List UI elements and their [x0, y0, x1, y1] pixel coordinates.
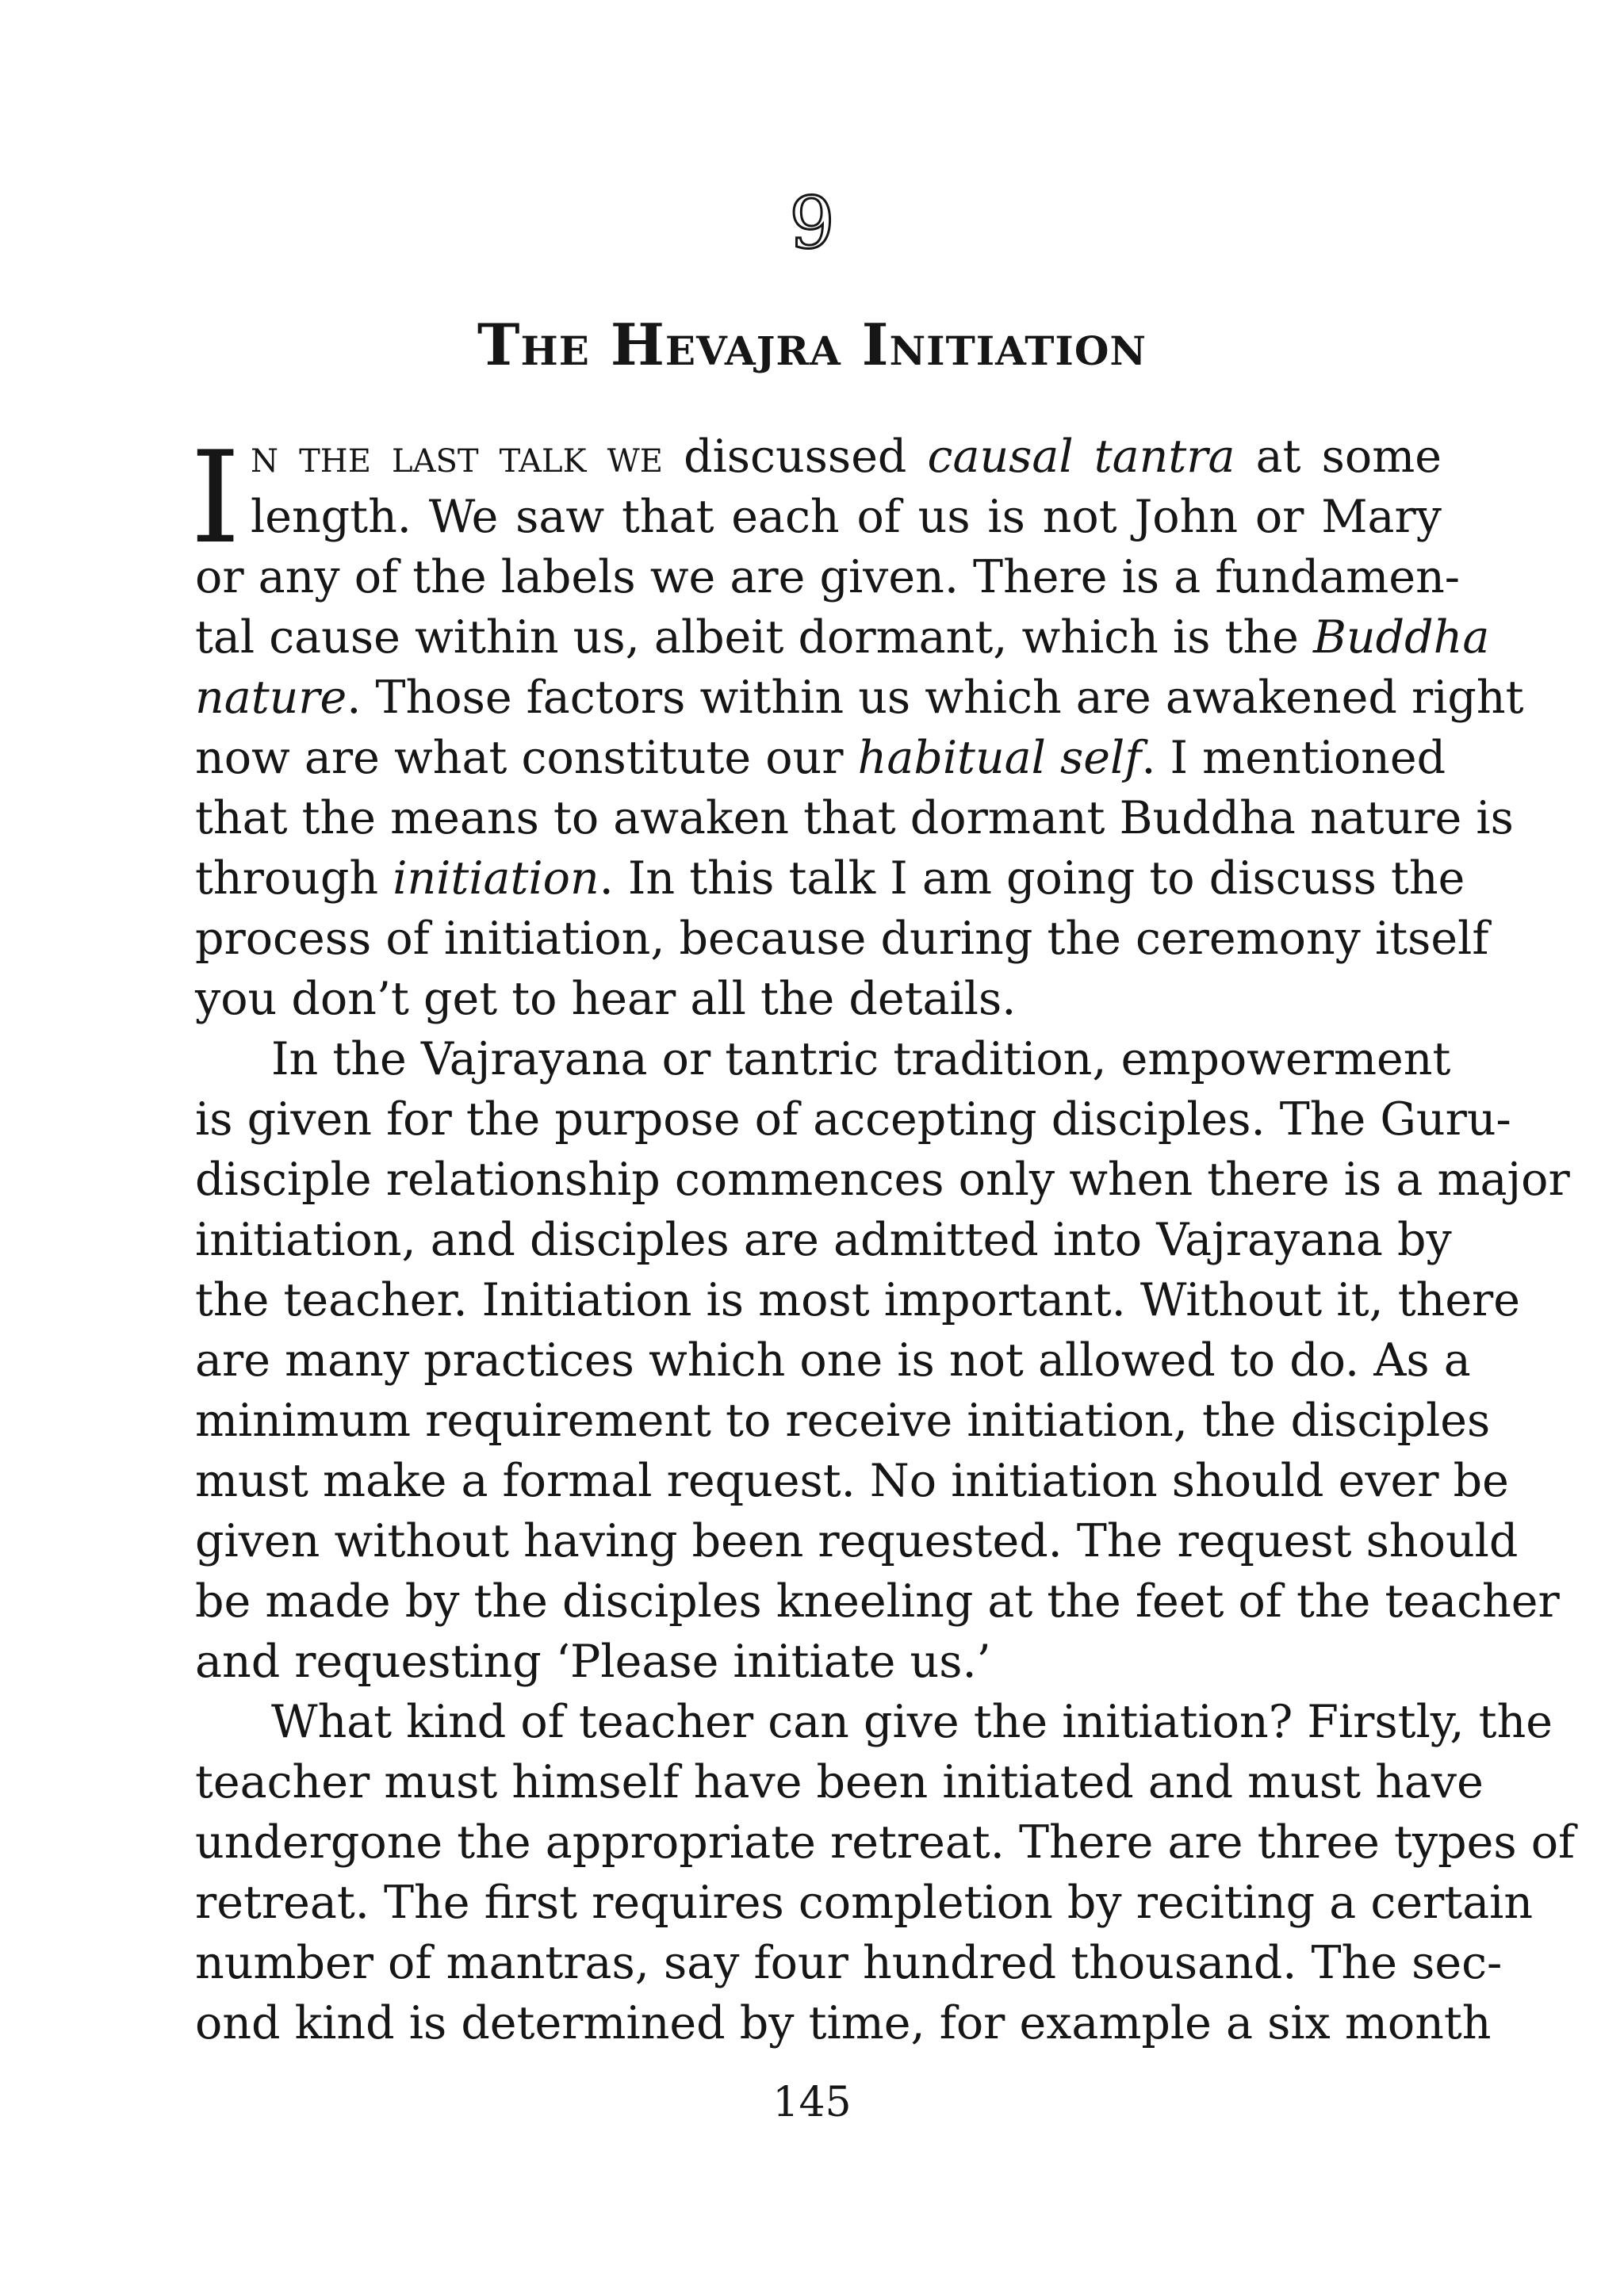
text-segment: you don’t get to hear all the details.	[195, 973, 1017, 1025]
text-segment: be made by the disciples kneeling at the feet of the teacher	[195, 1575, 1560, 1628]
text-line	[195, 547, 1461, 607]
text-line	[195, 1571, 1560, 1632]
text-line	[195, 1150, 1570, 1210]
paragraph	[195, 1029, 1570, 1692]
text-segment: is given for the purpose of accepting disciples. The Guru-	[195, 1093, 1511, 1146]
text-segment: undergone the appropriate retreat. There are three types of	[195, 1816, 1576, 1869]
text-segment: process of initiation, because during the ceremony itself	[195, 913, 1489, 965]
italic-text: initiation	[393, 852, 599, 905]
text-segment: What kind of teacher can give the initiation? Firstly, the	[271, 1696, 1553, 1748]
text-segment: . Those factors within us which are awakened right	[347, 672, 1524, 724]
text-segment: must make a formal request. No initiation should ever be	[195, 1455, 1509, 1507]
italic-text: nature	[195, 672, 347, 724]
text-line	[195, 668, 1524, 728]
text-segment: are many practices which one is not allowed to do. As a	[195, 1334, 1471, 1387]
text-line	[195, 1511, 1519, 1571]
italic-text: Buddha	[1313, 611, 1490, 664]
small-caps-text: n the last talk we	[251, 430, 663, 483]
text-segment: retreat. The first requires completion by reciting a certain	[195, 1877, 1534, 1929]
text-line	[195, 1933, 1503, 1993]
text-segment: length. We saw that each of us is not John or Mary	[251, 491, 1442, 543]
text-line	[195, 1089, 1511, 1150]
drop-cap: I	[190, 423, 241, 572]
paragraph	[190, 423, 1524, 1029]
italic-text: causal tantra	[927, 430, 1235, 483]
text-segment: teacher must himself have been initiated and must have	[195, 1756, 1484, 1808]
text-line	[195, 487, 1442, 547]
text-line	[195, 1391, 1491, 1451]
text-segment: number of mantras, say four hundred thousand. The sec-	[195, 1937, 1503, 1989]
text-line	[195, 1029, 1451, 1089]
text-line	[195, 1812, 1576, 1873]
paragraph	[195, 1692, 1576, 2053]
text-line	[195, 1873, 1534, 1933]
text-segment: now are what constitute our	[195, 732, 858, 784]
text-line	[195, 1993, 1492, 2053]
text-line	[195, 848, 1465, 909]
text-line	[195, 1692, 1553, 1752]
text-segment: the teacher. Initiation is most important. Without it, there	[195, 1274, 1521, 1326]
page-number: 145	[772, 2079, 852, 2126]
text-line	[195, 1632, 1442, 1692]
text-line	[195, 1330, 1471, 1391]
text-segment: . I mentioned	[1141, 732, 1446, 784]
text-segment: tal cause within us, albeit dormant, which is the	[195, 611, 1314, 664]
text-line	[195, 728, 1446, 788]
text-line	[195, 1270, 1521, 1330]
text-segment: at some	[1235, 430, 1442, 483]
text-segment: initiation, and disciples are admitted into Vajrayana by	[195, 1214, 1452, 1266]
text-line	[195, 1451, 1509, 1511]
text-segment: discussed	[662, 430, 928, 483]
text-line	[195, 909, 1489, 969]
chapter-number: 9	[789, 182, 835, 265]
text-segment: . In this talk I am going to discuss the	[599, 852, 1465, 905]
text-segment: through	[195, 852, 393, 905]
text-line	[195, 969, 1442, 1029]
text-segment: or any of the labels we are given. There is a fundamen-	[195, 551, 1461, 603]
text-line	[195, 788, 1514, 848]
chapter-title: The Hevajra Initiation	[477, 311, 1147, 378]
text-segment: and requesting ‘Please initiate us.’	[195, 1636, 991, 1688]
text-segment: disciple relationship commences only when there is a major	[195, 1154, 1570, 1206]
text-segment: ond kind is determined by time, for example a six month	[195, 1997, 1492, 2049]
text-line	[195, 1210, 1452, 1270]
text-line	[195, 607, 1490, 668]
text-segment: given without having been requested. The request should	[195, 1515, 1519, 1567]
text-segment: that the means to awaken that dormant Buddha nature is	[195, 792, 1514, 844]
body-text	[190, 423, 1576, 2053]
text-segment: In the Vajrayana or tantric tradition, empowerment	[271, 1033, 1451, 1085]
text-segment: minimum requirement to receive initiation, the disciples	[195, 1395, 1491, 1447]
italic-text: habitual self	[857, 732, 1142, 784]
text-line	[195, 1752, 1484, 1812]
